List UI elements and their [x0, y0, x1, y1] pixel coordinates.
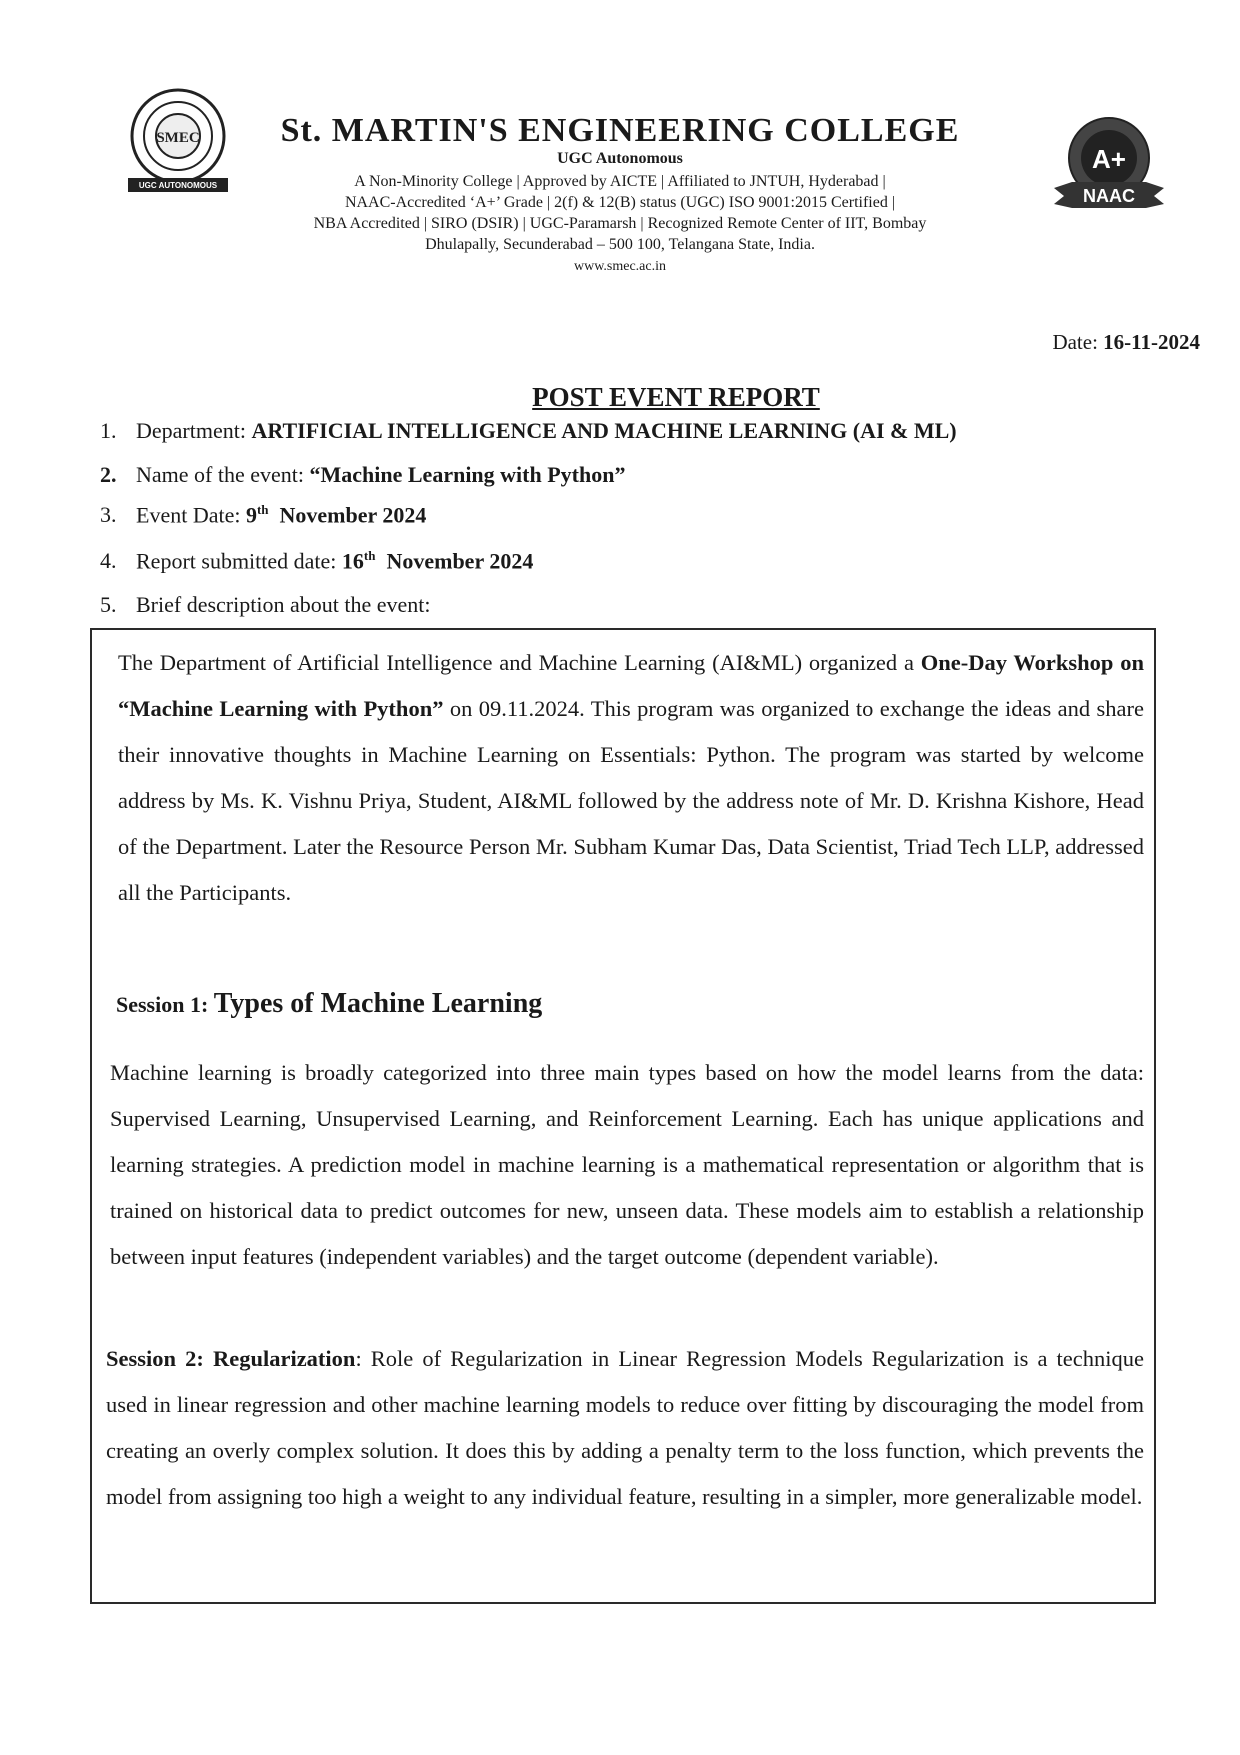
header-line-2: NAAC-Accredited ‘A+’ Grade | 2(f) & 12(B) status (UGC) ISO 9001:2015 Certified | [344, 194, 896, 211]
session-2-text: : Role of Regularization in Linear Regression Models Regularization is a technique used in linear regression and other machine learning models to reduce over fitting by discouraging the model from creating an overly complex solution. It does this by adding a penalty term to the loss function, which prevents the model from assigning too high a weight to any individual feature, resulting in a simpler, more generalizable model. [106, 1346, 1144, 1509]
autonomous-status: UGC Autonomous [557, 150, 683, 167]
department-value: ARTIFICIAL INTELLIGENCE AND MACHINE LEARNING (AI & ML) [251, 418, 957, 443]
session-1-title: Types of Machine Learning [213, 988, 543, 1019]
item-department [100, 418, 957, 444]
logo-ribbon-text: UGC AUTONOMOUS [138, 181, 218, 190]
item-submitted-date [100, 548, 533, 574]
date-label: Date: [1052, 330, 1098, 354]
naac-grade: A+ [1092, 144, 1126, 174]
header-line-1: A Non-Minority College | Approved by AICTE | Affiliated to JNTUH, Hyderabad | [354, 173, 886, 190]
college-name: St. MARTIN'S ENGINEERING COLLEGE [280, 112, 960, 149]
item-label: Name of the event: [136, 462, 310, 487]
item-number: 5. [100, 592, 117, 617]
item-label: Brief description about the event: [136, 592, 431, 617]
item-number: 4. [100, 548, 117, 574]
item-label: Event Date: [136, 502, 246, 528]
logo-monogram: SMEC [156, 130, 200, 146]
item-label: Department: [136, 418, 252, 443]
report-title: POST EVENT REPORT [532, 382, 820, 412]
session-1-text: Machine learning is broadly categorized into three main types based on how the model learns from the data: Supervised Learning, Unsupervised Learning, and Reinforcement Learning. Each has unique applications and learning strategies. A prediction model in machine learning is a mathematical representation or algorithm that is trained on historical data to predict outcomes for new, unseen data. These models aim to establish a relationship between input features (independent variables) and the target outcome (dependent variable). [110, 1060, 1144, 1269]
item-number: 2. [100, 462, 117, 487]
naac-ribbon-text: NAAC [1083, 186, 1135, 206]
session-1-label: Session 1: [116, 992, 214, 1017]
event-day: 9 [245, 502, 257, 528]
intro-text-rest: on 09.11.2024. This program was organized to exchange the ideas and share their innovative thoughts in Machine Learning on Essentials: Python. The program was started by welcome address by Ms. K. Vishnu Priya, Student, AI&ML followed by the address note of Mr. D. Krishna Kishore, Head of the Department. Later the Resource Person Mr. Subham Kumar Das, Data Scientist, Triad Tech LLP, addressed all the Participants. [118, 696, 1144, 905]
header-website: www.smec.ac.in [573, 259, 666, 274]
event-name-value: “Machine Learning with Python” [309, 462, 626, 487]
header-address: Dhulapally, Secunderabad – 500 100, Telangana State, India. [425, 236, 815, 253]
intro-text-start: The Department of Artificial Intelligence and Machine Learning (AI&ML) organized a [118, 650, 921, 675]
event-month-year: November 2024 [279, 502, 427, 528]
item-brief-description [100, 592, 430, 618]
session-2-heading: Session 2: Regularization [106, 1346, 356, 1371]
session-1-heading [116, 988, 542, 1020]
item-event-name [100, 462, 625, 488]
item-number: 3. [100, 502, 117, 528]
workshop-title: One-Day Workshop on “Machine Learning with Python” [118, 650, 1144, 721]
header-line-3: NBA Accredited | SIRO (DSIR) | UGC-Paramarsh | Recognized Remote Center of IIT, Bombay [313, 215, 927, 232]
submitted-month-year: November 2024 [386, 548, 534, 574]
date-value: 16-11-2024 [1103, 330, 1200, 354]
submitted-day: 16 [341, 548, 364, 574]
event-day-suffix: th [256, 502, 269, 517]
description-intro [118, 640, 1144, 916]
item-number: 1. [100, 418, 117, 443]
report-date [1052, 330, 1200, 355]
session-2-paragraph [106, 1336, 1144, 1520]
submitted-day-suffix: th [363, 548, 376, 563]
item-label: Report submitted date: [136, 548, 342, 574]
item-event-date [100, 502, 426, 528]
